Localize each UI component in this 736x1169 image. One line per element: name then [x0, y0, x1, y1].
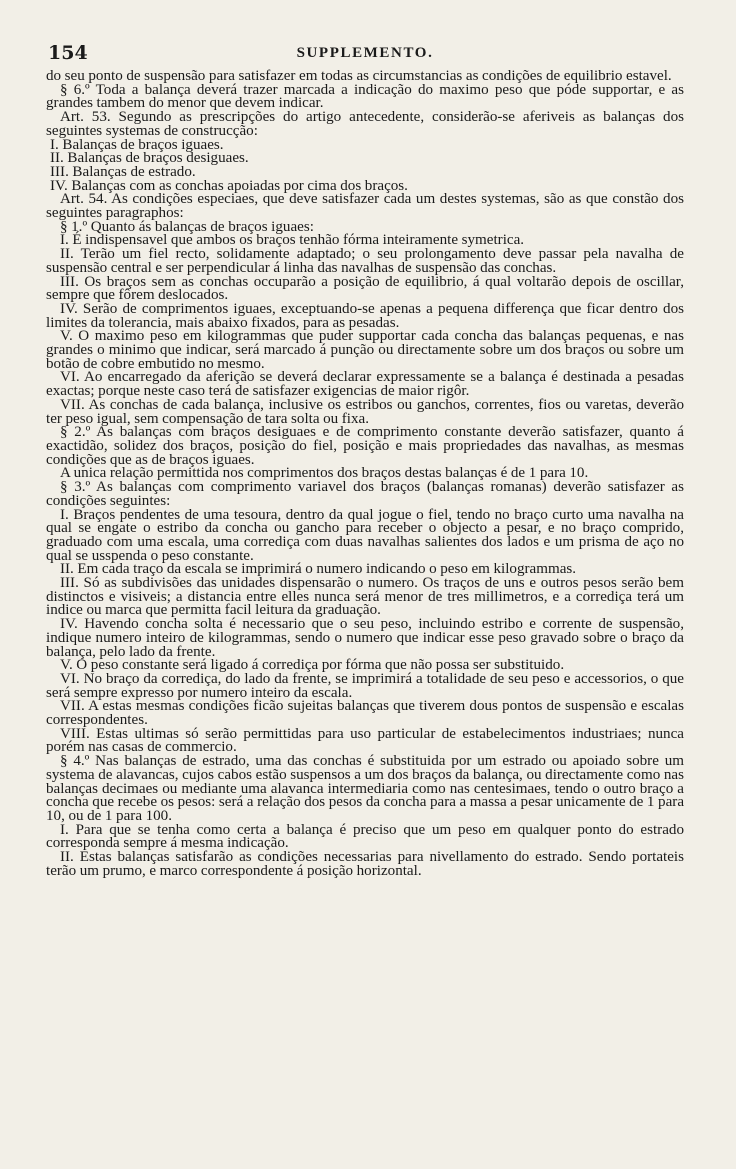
paragraph: A unica relação permittida nos comprimentos dos braços destas balanças é de 1 para 10.: [60, 465, 589, 482]
section-paragraph: § 1.º Quanto ás balanças de braços iguaes:: [60, 218, 314, 235]
paragraph: VI. No braço da corrediça, do lado da frente, se imprimirá a totalidade de seu peso e accessorios, o que será sempre expresso por numero inteiro da escala.: [46, 670, 684, 701]
paragraph: V. O peso constante será ligado á corrediça por fórma que não possa ser substituido.: [60, 657, 565, 674]
paragraph: do seu ponto de suspensão para satisfazer em todas as circumstancias as condições de equilibrio estavel.: [46, 68, 672, 84]
section-paragraph: § 2.º As balanças com braços desiguaes e de comprimento constante deverão satisfazer, quanto á exactidão, solidez dos braços, posição do fiel, posição e mais propriedades das navalhas, as mesmas condições que as de braços iguaes.: [46, 424, 684, 468]
paragraph: VII. As conchas de cada balança, inclusive os estribos ou ganchos, correntes, fios ou varetas, deverão ter peso igual, sem compensação de tara solta ou fixa.: [46, 396, 684, 427]
paragraph: V. O maximo peso em kilogrammas que puder supportar cada concha das balanças pequenas, e nas grandes o minimo que indicar, será marcado á punção ou directamente sobre um dos braços ou sobre um botão de cobre embutido no mesmo.: [46, 328, 684, 372]
running-title: SUPPLEMENTO.: [296, 45, 434, 61]
paragraph: I. Para que se tenha como certa a balança é preciso que um peso em qualquer ponto do estrado corresponda sempre á mesma indicação.: [46, 821, 684, 852]
list-item: I. Balanças de braços iguaes.: [50, 136, 224, 153]
paragraph: VI. Ao encarregado da aferição se deverá declarar expressamente se a balança é destinada a pesadas exactas; porque neste caso terá de satisfazer exigencias de maior rigôr.: [46, 369, 684, 400]
list-item: IV. Balanças com as conchas apoiadas por cima dos braços.: [50, 177, 408, 194]
paragraph: III. Só as subdivisões das unidades dispensarão o numero. Os traços de uns e outros pesos serão bem distinctos e visiveis; a distancia entre elles nunca será menor de tres millimetros, e a corrediça terá um indice ou marca que permitta facil leitura da graduação.: [46, 575, 684, 619]
paragraph: II. Terão um fiel recto, solidamente adaptado; o seu prolongamento deve passar pela navalha de suspensão central e ser perpendicular á linha das navalhas de suspensão das conchas.: [46, 246, 684, 276]
paragraph: I. Braços pendentes de uma tesoura, dentro da qual jogue o fiel, tendo no braço curto uma navalha na qual se engate o estribo da concha ou gancho para receber o objecto a pesar, e no braço comprido, graduado com uma escala, uma corrediça com duas navalhas salientes dos lados e um prisma de aço no qual se usspenda o peso constante.: [46, 506, 684, 564]
page-number: 154: [48, 42, 88, 64]
paragraph: I. É indispensavel que ambos os braços tenhão fórma inteiramente symetrica.: [60, 232, 525, 249]
paragraph: VIII. Estas ultimas só serão permittidas para uso particular de estabelecimentos industriaes; nunca porém nas casas de commercio.: [46, 725, 684, 756]
article-paragraph: Art. 54. As condições especiaes, que deve satisfazer cada um destes systemas, são as que constão dos seguintes paragraphos:: [46, 191, 684, 222]
paragraph: IV. Serão de comprimentos iguaes, exceptuando-se apenas a pequena differença que ficar dentro dos limites da tolerancia, mais abaixo fixados, para as pesadas.: [46, 300, 684, 331]
paragraph: VII. A estas mesmas condições ficão sujeitas balanças que tiverem dous pontos de suspensão e escalas correspondentes.: [46, 698, 684, 729]
paragraph: III. Os braços sem as conchas occuparão a posição de equilibrio, á qual voltarão depois de oscillar, sempre que fôrem deslocados.: [46, 273, 684, 304]
page-header: [46, 42, 684, 68]
paragraph: II. Em cada traço da escala se imprimirá o numero indicando o peso em kilogrammas.: [60, 561, 577, 578]
paragraph: § 6.º Toda a balança deverá trazer marcada a indicação do maximo peso que póde supportar, e as grandes tambem do menor que devem indicar.: [46, 81, 684, 112]
paragraph: IV. Havendo concha solta é necessario que o seu peso, incluindo estribo e corrente de suspensão, indique numero inteiro de kilogrammas, sendo o numero que indicar esse peso gravado sobre o braço da balança, pelo lado da frente.: [46, 616, 684, 660]
paragraph: II. Estas balanças satisfarão as condições necessarias para nivellamento do estrado. Sendo portateis terão um prumo, e marco correspondente á posição horizontal.: [46, 849, 684, 879]
body-text: [46, 70, 684, 878]
section-paragraph: § 3.º As balanças com comprimento variavel dos braços (balanças romanas) deverão satisfazer as condições seguintes:: [46, 479, 684, 509]
list-item: III. Balanças de estrado.: [50, 163, 196, 180]
list-item: II. Balanças de braços desiguaes.: [50, 150, 249, 167]
article-paragraph: Art. 53. Segundo as prescripções do artigo antecedente, considerão-se aferiveis as balanças dos seguintes systemas de construcção:: [46, 109, 684, 139]
section-paragraph: § 4.º Nas balanças de estrado, uma das conchas é substituida por um estrado ou apoiado sobre um systema de alavancas, cujos cabos estão suspensos a um dos braços da balança, ou directamente como nas balanças decimaes ou mediante uma alavanca intermediaria como nas centesimaes, tendo o outro braço a concha que recebe os pesos: será a relação dos pesos da concha para a massa a pesar unicamente de 1 para 10, ou de 1 para 100.: [46, 753, 685, 824]
